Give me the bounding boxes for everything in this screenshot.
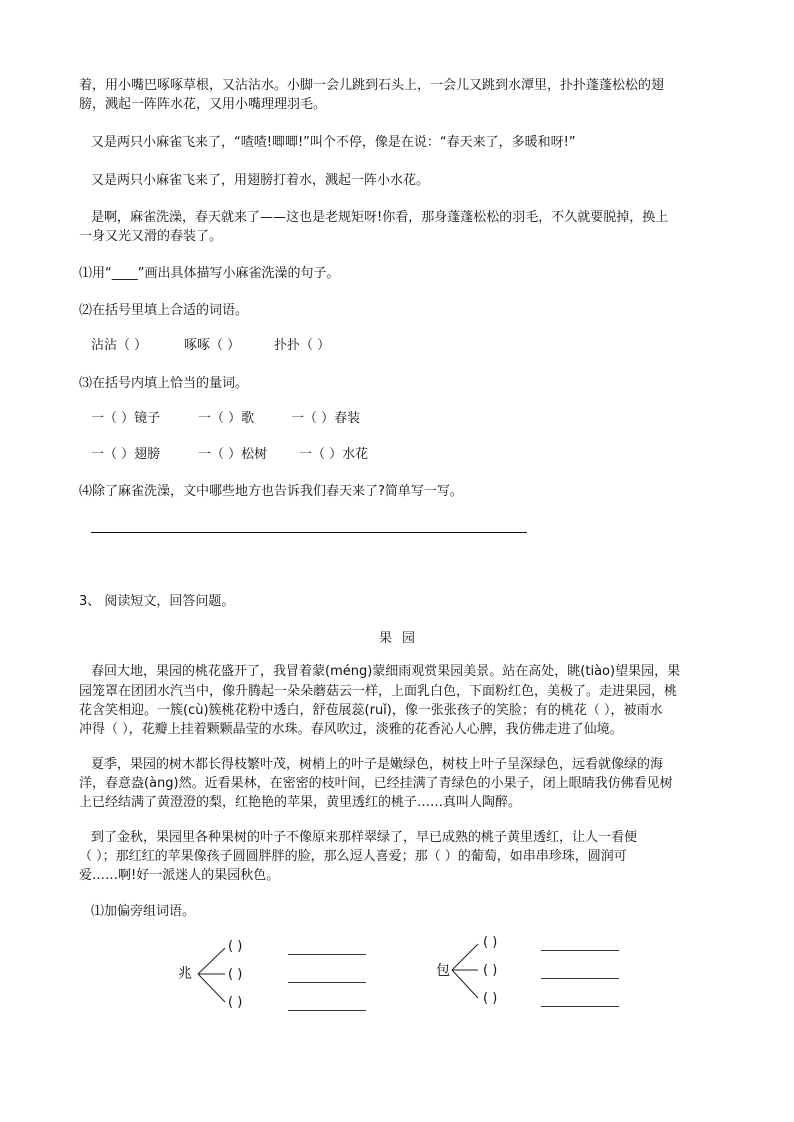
question-radical: ⑴加偏旁组词语。 bbox=[91, 904, 196, 919]
answer-blank[interactable] bbox=[288, 982, 366, 983]
passage-line: 到了金秋，果园里各种果树的叶子不像原来那样翠绿了，早已成熟的桃子黄里透红，让人一看便 bbox=[91, 830, 638, 845]
question-3: ⑶在括号内填上恰当的量词。 bbox=[79, 376, 249, 391]
passage-line: 春回大地，果园的桃花盛开了，我冒着蒙(méng)蒙细雨观赏果园美景。站在高处，眺(tiào)望果园，果 bbox=[91, 664, 681, 679]
question-4: ⑷除了麻雀洗澡，文中哪些地方也告诉我们春天来了?简单写一写。 bbox=[79, 484, 463, 499]
right-branch-lines bbox=[452, 944, 478, 998]
question-1: ⑴用“____”画出具体描写小麻雀洗澡的句子。 bbox=[79, 266, 340, 281]
section-heading: 3、 阅读短文，回答问题。 bbox=[79, 594, 235, 609]
passage-line: 夏季，果园的树木都长得枝繁叶茂，树梢上的叶子是嫩绿色，树枝上叶子呈深绿色，远看就像绿的海 bbox=[91, 757, 664, 772]
passage-line: 膀，溅起一阵阵水花，又用小嘴理理羽毛。 bbox=[79, 97, 327, 112]
passage-line: 又是两只小麻雀飞来了，“喳喳!唧唧!”叫个不停，像是在说：“春天来了，多暖和呀!” bbox=[91, 135, 576, 150]
passage-title: 果园 bbox=[379, 631, 426, 646]
passage-line: 洋，春意盎(àng)然。近看果林，在密密的枝叶间，已经挂满了青绿色的小果子，闭上眼睛我仿佛看见树 bbox=[79, 776, 673, 791]
passage-line: 着，用小嘴巴啄啄草根，又沾沾水。小脚一会儿跳到石头上，一会儿又跳到水潭里，扑扑蓬蓬松松的翅 bbox=[79, 78, 665, 93]
fill-item[interactable]: 一（ ）歌 bbox=[198, 411, 255, 426]
radical-zhao: 兆 bbox=[178, 966, 192, 982]
answer-blank[interactable] bbox=[541, 1006, 619, 1007]
paren-slot[interactable]: ( ) bbox=[483, 963, 498, 978]
answer-line[interactable] bbox=[91, 532, 527, 533]
passage-line: 园笼罩在团团水汽当中，像升腾起一朵朵蘑菇云一样，上面乳白色，下面粉红色，美极了。走进果园，桃 bbox=[79, 684, 678, 699]
fill-item[interactable]: 一（ ）水花 bbox=[299, 447, 369, 462]
answer-blank[interactable] bbox=[288, 1010, 366, 1011]
fill-item[interactable]: 一（ ）翅膀 bbox=[91, 447, 161, 462]
fill-item[interactable]: 一（ ）镜子 bbox=[91, 411, 161, 426]
passage-line: （ ）；那红红的苹果像孩子圆圆胖胖的脸，那么逗人喜爱；那（ ）的葡萄，如串串珍珠，圆润可 bbox=[79, 849, 627, 864]
passage-line: 上已经结满了黄澄澄的梨，红艳艳的苹果，黄里透红的桃子……真叫人陶醉。 bbox=[79, 795, 522, 810]
answer-blank[interactable] bbox=[541, 950, 619, 951]
answer-blank[interactable] bbox=[541, 978, 619, 979]
passage-line: 爱……啊!好一派迷人的果园秋色。 bbox=[79, 868, 280, 883]
answer-blank[interactable] bbox=[288, 954, 366, 955]
fill-item[interactable]: 一（ ）春装 bbox=[291, 411, 361, 426]
passage-line: 花含笑相迎。一簇(cù)簇桃花粉中透白，舒苞展蕊(ruǐ)，像一张张孩子的笑脸；有的桃花（ ），被雨水 bbox=[79, 703, 663, 718]
paren-slot[interactable]: ( ) bbox=[483, 935, 498, 950]
passage-line: 又是两只小麻雀飞来了，用翅膀打着水，溅起一阵小水花。 bbox=[91, 173, 430, 188]
paren-slot[interactable]: ( ) bbox=[483, 991, 498, 1006]
passage-line: 冲得（ ），花瓣上挂着颗颗晶莹的水珠。春风吹过，淡雅的花香沁人心脾，我仿佛走进了仙境。 bbox=[79, 722, 623, 737]
radical-bao: 包 bbox=[436, 963, 450, 979]
paren-slot[interactable]: ( ) bbox=[228, 939, 243, 954]
paren-slot[interactable]: ( ) bbox=[228, 995, 243, 1010]
fill-item[interactable]: 沾沾（ ） bbox=[91, 338, 148, 353]
passage-line: 一身又光又滑的春装了。 bbox=[79, 229, 223, 244]
paren-slot[interactable]: ( ) bbox=[228, 967, 243, 982]
fill-item[interactable]: 啄啄（ ） bbox=[184, 338, 241, 353]
left-branch-lines bbox=[198, 948, 225, 1002]
passage-line: 是啊，麻雀洗澡，春天就来了——这也是老规矩呀!你看，那身蓬蓬松松的羽毛，不久就要脱掉，换上 bbox=[91, 210, 669, 225]
fill-item[interactable]: 一（ ）松树 bbox=[198, 447, 268, 462]
question-2: ⑵在括号里填上合适的词语。 bbox=[79, 303, 249, 318]
fill-item[interactable]: 扑扑（ ） bbox=[274, 338, 331, 353]
